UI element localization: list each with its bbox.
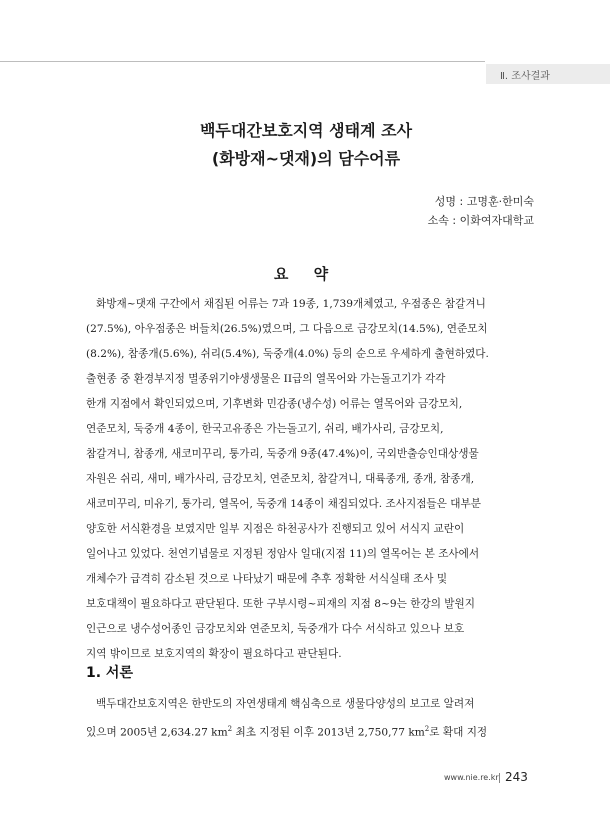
- superscript: 2: [424, 725, 430, 733]
- intro-text: 있으며 2005년 2,634.27 km: [86, 726, 228, 739]
- intro-line: [86, 722, 487, 740]
- intro-line: 백두대간보호지역은 한반도의 자연생태계 핵심축으로 생물다양성의 보고로 알려져: [96, 698, 475, 710]
- summary-line: 연준모치, 둑중개 4종이, 한국고유종은 가는돌고기, 쉬리, 배가사리, 금강모치,: [86, 423, 444, 435]
- summary-line: 한개 지점에서 확인되었으며, 기후변화 민감종(냉수성) 어류는 열목어와 금강모치,: [86, 398, 463, 410]
- summary-line: 보호대책이 필요하다고 판단된다. 또한 구부시령~피재의 지점 8~9는 한강의 발원지: [86, 598, 476, 610]
- footer-url: www.nie.re.kr: [444, 773, 499, 782]
- summary-heading: 요 약: [273, 265, 339, 283]
- summary-line: 양호한 서식환경을 보였지만 일부 지점은 하천공사가 진행되고 있어 서식지 교란이: [86, 523, 465, 535]
- title-line-2: (화방재~댓재)의 담수어류: [211, 149, 401, 168]
- author-name: 성명 : 고명훈·한미숙: [434, 195, 534, 208]
- summary-line: (27.5%), 아우점종은 버들치(26.5%)였으며, 그 다음으로 금강모치(14.5%), 연준모치: [86, 323, 488, 335]
- page-number: 243: [505, 770, 528, 784]
- summary-line: 지역 밖이므로 보호지역의 확장이 필요하다고 판단된다.: [86, 648, 342, 660]
- summary-line: 새코미꾸리, 미유기, 퉁가리, 열목어, 둑중개 14종이 채집되었다. 조사지점들은 대부분: [86, 498, 481, 510]
- header-rule: [0, 61, 485, 62]
- summary-line: 화방재~댓재 구간에서 채집된 어류는 7과 19종, 1,739개체였고, 우점종은 참갈겨니: [96, 298, 486, 310]
- intro-text: 로 확대 지정: [429, 726, 488, 739]
- summary-line: (8.2%), 참종개(5.6%), 쉬리(5.4%), 둑중개(4.0%) 등의 순으로 우세하게 출현하였다.: [86, 348, 489, 360]
- section-heading-introduction: 1. 서론: [86, 665, 133, 681]
- superscript: 2: [227, 725, 233, 733]
- title-line-1: 백두대간보호지역 생태계 조사: [199, 121, 413, 140]
- chapter-label: Ⅱ. 조사결과: [486, 64, 610, 84]
- summary-line: 자원은 쉬리, 새미, 배가사리, 금강모치, 연준모치, 참갈겨니, 대륙종개, 종개, 참종개,: [86, 473, 475, 485]
- summary-line: 참갈겨니, 참종개, 새코미꾸리, 퉁가리, 둑중개 9종(47.4%)이, 국외반출승인대상생물: [86, 448, 479, 460]
- summary-line: 인근으로 냉수성어종인 금강모치와 연준모치, 둑중개가 다수 서식하고 있으나 보호: [86, 623, 465, 635]
- intro-text: 최초 지정된 이후 2013년 2,750,77 km: [232, 726, 425, 739]
- footer-separator: [499, 773, 500, 783]
- summary-line: 개체수가 급격히 감소된 것으로 나타났기 때문에 추후 정확한 서식실태 조사 및: [86, 573, 448, 585]
- summary-line: 일어나고 있었다. 천연기념물로 지정된 정암사 일대(지점 11)의 열목어는 본 조사에서: [86, 548, 480, 560]
- author-affiliation: 소속 : 이화여자대학교: [427, 214, 534, 227]
- summary-line: 출현종 중 환경부지정 멸종위기야생생물은 II급의 열목어와 가는돌고기가 각각: [86, 373, 446, 385]
